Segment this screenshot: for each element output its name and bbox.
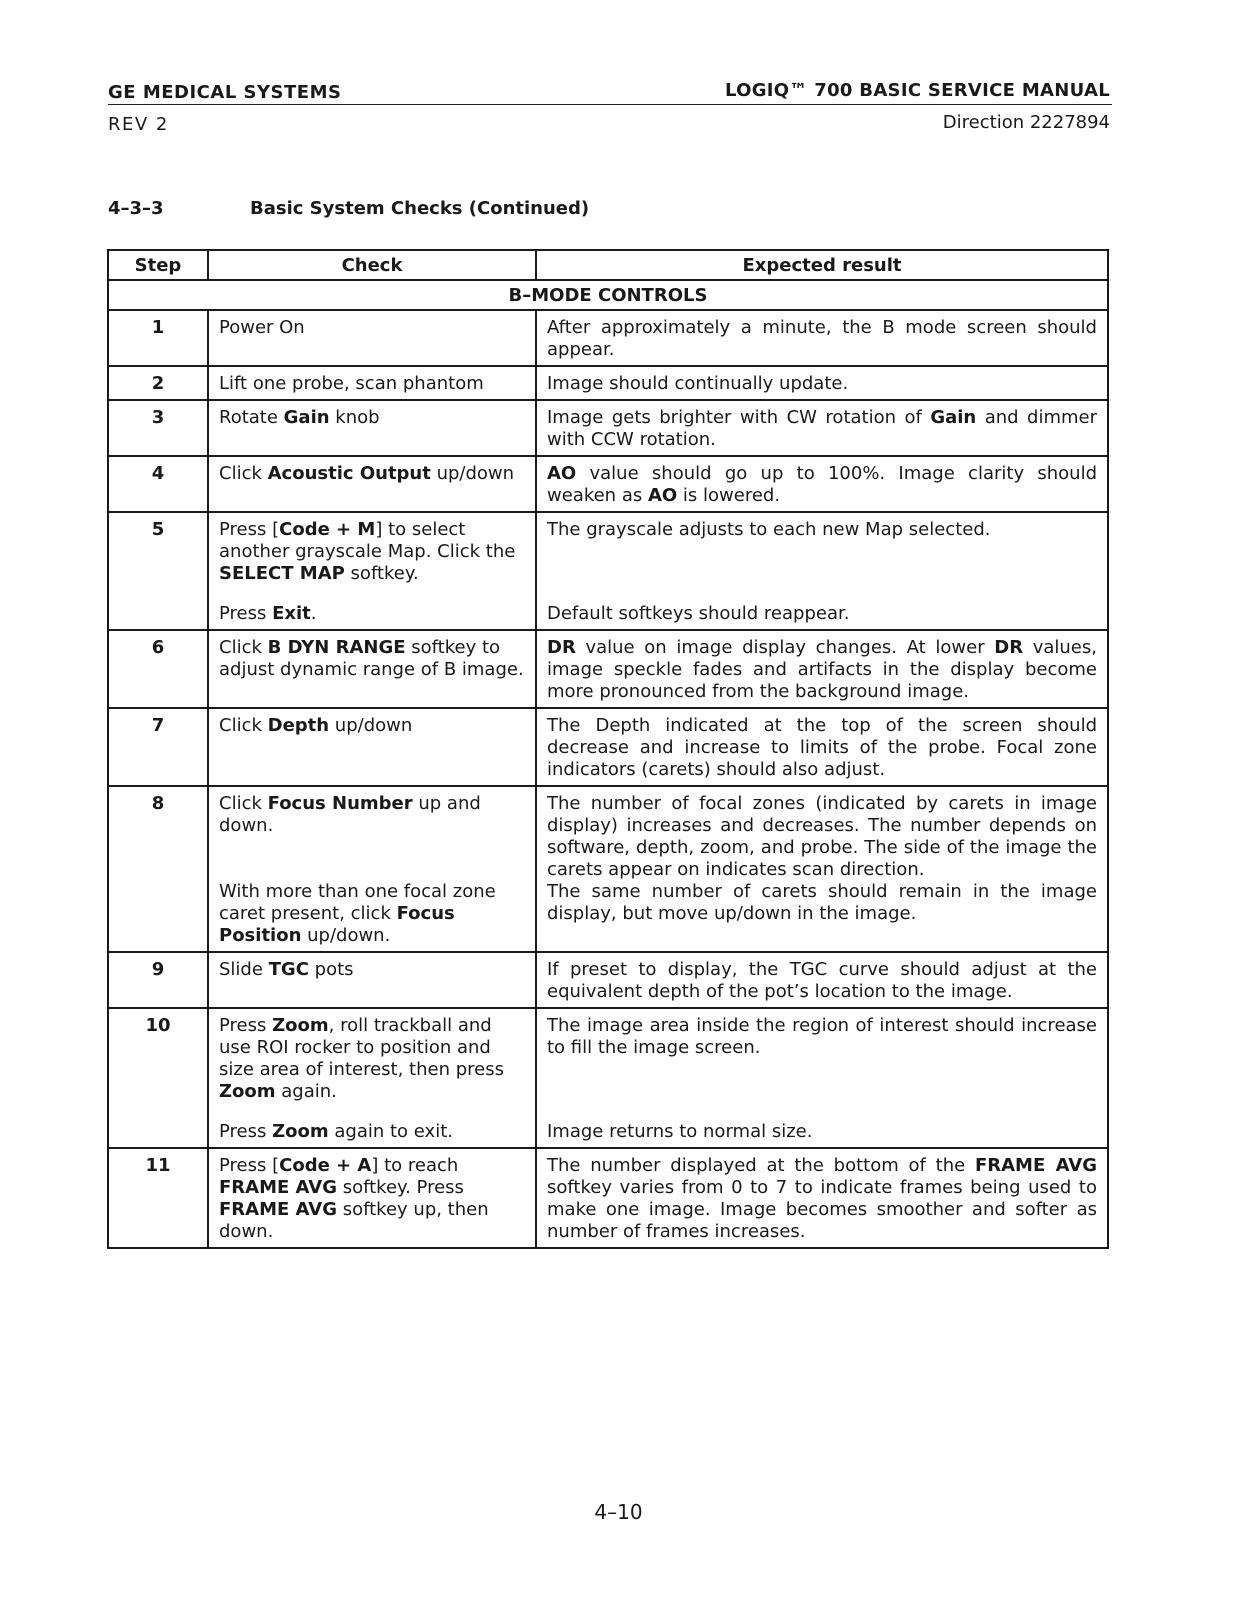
- check-text: [219, 373, 525, 395]
- bold-term: Depth: [267, 715, 330, 736]
- text-segment: The grayscale adjusts to each new Map selected.: [547, 519, 991, 540]
- section-title: Basic System Checks (Continued): [250, 198, 590, 219]
- bold-term: Exit: [272, 603, 311, 624]
- check-cell: [208, 786, 536, 952]
- text-segment: , roll trackball and use ROI rocker to position and size area of interest, then press: [219, 1015, 504, 1080]
- step-number: 5: [108, 512, 208, 630]
- text-segment: up/down.: [301, 925, 391, 946]
- text-segment: is lowered.: [677, 485, 781, 506]
- text-segment: Click: [219, 637, 268, 658]
- table-row: [108, 786, 1108, 952]
- text-segment: Lift one probe, scan phantom: [219, 373, 484, 394]
- bold-term: B DYN RANGE: [267, 637, 406, 658]
- text-segment: ] to select another grayscale Map. Click the: [219, 519, 516, 562]
- table-row: [108, 952, 1108, 1008]
- text-segment: Press: [219, 1121, 273, 1142]
- text-segment: Press: [219, 1015, 273, 1036]
- bold-term: AO: [647, 485, 678, 506]
- text-segment: again.: [275, 1081, 337, 1102]
- check-cell: [208, 630, 536, 708]
- check-text-secondary: [219, 1121, 525, 1143]
- step-number: 9: [108, 952, 208, 1008]
- expected-result-cell: [536, 512, 1108, 630]
- check-text-secondary: [219, 603, 525, 625]
- column-header-step: Step: [108, 250, 208, 280]
- bold-term: DR: [994, 637, 1024, 658]
- text-segment: If preset to display, the TGC curve should adjust at the equivalent depth of the pot’s location to the image.: [547, 959, 1097, 1002]
- check-text: [219, 317, 525, 339]
- check-cell: [208, 310, 536, 366]
- text-segment: Slide: [219, 959, 269, 980]
- expected-result-cell: [536, 400, 1108, 456]
- checks-table-container: [107, 249, 1107, 1249]
- header-direction: Direction 2227894: [942, 112, 1110, 133]
- checks-table: [107, 249, 1109, 1249]
- table-row: [108, 310, 1108, 366]
- text-segment: pots: [308, 959, 354, 980]
- check-text-secondary: [219, 881, 525, 947]
- text-segment: Press [: [219, 1155, 280, 1176]
- table-row: [108, 400, 1108, 456]
- expected-result-cell: [536, 456, 1108, 512]
- text-segment: again to exit.: [328, 1121, 453, 1142]
- text-segment: knob: [329, 407, 380, 428]
- expected-result-text: [547, 1155, 1097, 1243]
- expected-result-text: [547, 407, 1097, 451]
- bold-term: TGC: [268, 959, 309, 980]
- text-segment: Press: [219, 603, 273, 624]
- text-segment: The Depth indicated at the top of the screen should decrease and increase to limits of the probe. Focal zone indicators (carets) should also adjust.: [547, 715, 1097, 780]
- check-text: [219, 715, 525, 737]
- step-number: 10: [108, 1008, 208, 1148]
- bold-term: Code + A: [279, 1155, 372, 1176]
- expected-result-cell: [536, 952, 1108, 1008]
- check-text: [219, 1015, 525, 1103]
- step-number: 8: [108, 786, 208, 952]
- bold-term: FRAME AVG: [219, 1177, 337, 1198]
- page-number: 4–10: [594, 1500, 643, 1524]
- check-cell: [208, 952, 536, 1008]
- check-cell: [208, 1008, 536, 1148]
- expected-result-cell: [536, 366, 1108, 400]
- check-text: [219, 793, 525, 837]
- check-text: [219, 637, 525, 681]
- expected-result-cell: [536, 1008, 1108, 1148]
- expected-result-text: [547, 959, 1097, 1003]
- check-text: [219, 959, 525, 981]
- text-segment: softkey to adjust dynamic range of B image.: [219, 637, 524, 680]
- bold-term: Acoustic Output: [267, 463, 431, 484]
- header-manual-title: LOGIQ™ 700 BASIC SERVICE MANUAL: [725, 80, 1110, 101]
- check-cell: [208, 1148, 536, 1248]
- bold-term: SELECT MAP: [219, 563, 345, 584]
- text-segment: value should go up to 100%. Image clarity should weaken as: [547, 463, 1097, 506]
- text-segment: Image returns to normal size.: [547, 1121, 813, 1142]
- bold-term: Zoom: [219, 1081, 276, 1102]
- step-number: 1: [108, 310, 208, 366]
- table-row: [108, 456, 1108, 512]
- text-segment: The number displayed at the bottom of the: [547, 1155, 975, 1176]
- check-cell: [208, 512, 536, 630]
- step-number: 3: [108, 400, 208, 456]
- step-number: 6: [108, 630, 208, 708]
- bold-term: Gain: [930, 407, 977, 428]
- check-text: [219, 1155, 525, 1243]
- table-subheading: B–MODE CONTROLS: [108, 280, 1108, 310]
- table-row: [108, 630, 1108, 708]
- text-segment: and dimmer with CCW rotation.: [547, 407, 1097, 450]
- bold-term: Gain: [283, 407, 330, 428]
- text-segment: Image gets brighter with CW rotation of: [547, 407, 931, 428]
- header-revision: REV 2: [108, 114, 169, 135]
- table-row: [108, 1008, 1108, 1148]
- bold-term: FRAME AVG: [974, 1155, 1097, 1176]
- expected-result-text-secondary: [547, 1121, 1097, 1143]
- bold-term: DR: [547, 637, 576, 658]
- step-number: 2: [108, 366, 208, 400]
- table-row: [108, 512, 1108, 630]
- text-segment: Image should continually update.: [547, 373, 849, 394]
- bold-term: FRAME AVG: [219, 1199, 337, 1220]
- expected-result-cell: [536, 708, 1108, 786]
- text-segment: up/down: [329, 715, 413, 736]
- text-segment: ] to reach: [371, 1155, 459, 1176]
- text-segment: up/down: [430, 463, 515, 484]
- expected-result-text: [547, 317, 1097, 361]
- section-number: 4–3–3: [108, 198, 164, 219]
- step-number: 4: [108, 456, 208, 512]
- check-text: [219, 463, 525, 485]
- bold-term: Focus Position: [219, 903, 455, 946]
- text-segment: values, image speckle fades and artifacts in the display become more pronounced from the background image.: [547, 637, 1097, 702]
- table-header-row: [108, 250, 1108, 280]
- text-segment: softkey. Press: [336, 1177, 464, 1198]
- bold-term: Focus Number: [267, 793, 413, 814]
- text-segment: The same number of carets should remain in the image display, but move up/down in the image.: [547, 881, 1097, 924]
- expected-result-text: [547, 637, 1097, 703]
- text-segment: With more than one focal zone caret present, click: [219, 881, 496, 924]
- expected-result-text: [547, 793, 1097, 881]
- expected-result-text-secondary: [547, 881, 1097, 925]
- check-cell: [208, 708, 536, 786]
- expected-result-text: [547, 1015, 1097, 1059]
- text-segment: up and down.: [219, 793, 481, 836]
- table-body: [108, 280, 1108, 1248]
- text-segment: Click: [219, 793, 268, 814]
- text-segment: Default softkeys should reappear.: [547, 603, 850, 624]
- bold-term: Zoom: [272, 1121, 329, 1142]
- check-text: [219, 407, 525, 429]
- step-number: 7: [108, 708, 208, 786]
- text-segment: The image area inside the region of interest should increase to fill the image screen.: [547, 1015, 1097, 1058]
- expected-result-cell: [536, 1148, 1108, 1248]
- bold-term: AO: [547, 463, 577, 484]
- text-segment: .: [310, 603, 317, 624]
- header-company: GE MEDICAL SYSTEMS: [108, 82, 342, 103]
- text-segment: softkey.: [344, 563, 419, 584]
- bold-term: Zoom: [272, 1015, 329, 1036]
- text-segment: Press [: [219, 519, 280, 540]
- section-heading: [108, 198, 589, 219]
- text-segment: softkey varies from 0 to 7 to indicate frames being used to make one image. Image becomes smoother and softer as number of frames increases.: [547, 1177, 1097, 1242]
- column-header-check: Check: [208, 250, 536, 280]
- table-row: [108, 708, 1108, 786]
- expected-result-text-secondary: [547, 603, 1097, 625]
- check-text: [219, 519, 525, 585]
- header-rule: [108, 104, 1112, 105]
- expected-result-text: [547, 519, 1097, 541]
- expected-result-text: [547, 373, 1097, 395]
- expected-result-cell: [536, 310, 1108, 366]
- step-number: 11: [108, 1148, 208, 1248]
- text-segment: Click: [219, 715, 268, 736]
- expected-result-cell: [536, 630, 1108, 708]
- text-segment: Power On: [219, 317, 305, 338]
- check-cell: [208, 400, 536, 456]
- expected-result-text: [547, 463, 1097, 507]
- column-header-expected-result: Expected result: [536, 250, 1108, 280]
- table-subheading-row: [108, 280, 1108, 310]
- text-segment: Click: [219, 463, 268, 484]
- check-cell: [208, 456, 536, 512]
- expected-result-cell: [536, 786, 1108, 952]
- text-segment: softkey up, then down.: [219, 1199, 489, 1242]
- text-segment: After approximately a minute, the B mode screen should appear.: [547, 317, 1097, 360]
- table-row: [108, 1148, 1108, 1248]
- expected-result-text: [547, 715, 1097, 781]
- bold-term: Code + M: [279, 519, 376, 540]
- text-segment: The number of focal zones (indicated by carets in image display) increases and decreases. The number depends on software, depth, zoom, and probe. The side of the image the carets appear on indicates scan direction.: [547, 793, 1097, 880]
- table-row: [108, 366, 1108, 400]
- check-cell: [208, 366, 536, 400]
- text-segment: value on image display changes. At lower: [575, 637, 995, 658]
- text-segment: Rotate: [219, 407, 284, 428]
